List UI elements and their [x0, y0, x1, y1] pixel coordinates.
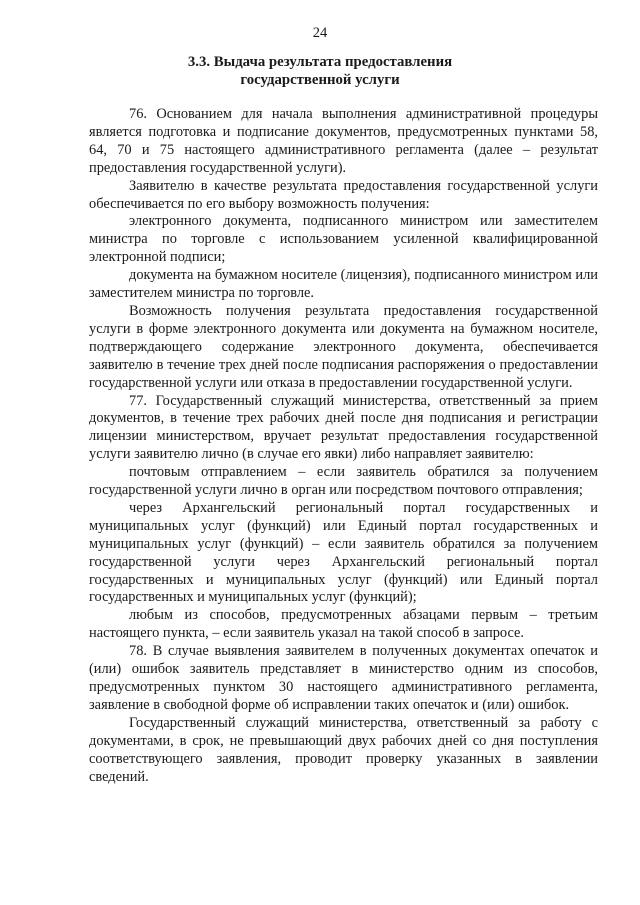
paragraph-76-intro: 76. Основанием для начала выполнения административной процедуры является подготовка и подписание документов, предусмотренных пунктами 58, 64, 70 и 75 настоящего административного регламента (далее – результат предоставления государственной услуги).	[89, 106, 598, 176]
section-title	[0, 53, 640, 89]
paragraph-result-options: Заявителю в качестве результата предоставления государственной услуги обеспечивается по его выбору возможность получения:	[89, 177, 598, 212]
paragraph-delivery-term: Возможность получения результата предоставления государственной услуги в форме электронного документа или документа на бумажном носителе, подтверждающего содержание электронного документа, обеспечивается заявителю в течение трех дней после подписания распоряжения о предоставлении государственной услуги или отказа в предоставлении государственной услуги.	[89, 302, 598, 391]
paragraph-verification: Государственный служащий министерства, ответственный за работу с документами, в срок, не превышающий двух рабочих дней со дня поступления соответствующего заявления, проводит проверку указанных в заявлении сведений.	[89, 714, 598, 785]
paragraph-portal-delivery: через Архангельский региональный портал государственных и муниципальных услуг (функций) или Единый портал государственных и муниципальных услуг (функций) – если заявитель обратился за получением государственной услуги через Архангельский региональный портал государственных и муниципальных услуг (функций) или Единый портал государственных и муниципальных услуг (функций);	[89, 499, 598, 606]
paragraph-77-intro: 77. Государственный служащий министерства, ответственный за прием документов, в течение трех рабочих дней после дня подписания и регистрации лицензии министерством, вручает результат предоставления государственной услуги заявителю лично (в случае его явки) либо направляет заявителю:	[89, 392, 598, 463]
paragraph-any-method: любым из способов, предусмотренных абзацами первым – третьим настоящего пункта, – если заявитель указал на такой способ в запросе.	[89, 607, 598, 642]
paragraph-electronic-document: электронного документа, подписанного министром или заместителем министра по торговле с использованием усиленной квалифицированной электронной подписи;	[89, 213, 598, 266]
paragraph-paper-document: документа на бумажном носителе (лицензия), подписанного министром или заместителем министра по торговле.	[89, 267, 598, 302]
paragraph-78-intro: 78. В случае выявления заявителем в полученных документах опечаток и (или) ошибок заявитель представляет в министерство одним из способов, предусмотренных пунктом 30 настоящего административного регламента, заявление в свободной форме об исправлении таких опечаток и (или) ошибок.	[89, 643, 598, 713]
section-title-line-2: государственной услуги	[240, 72, 400, 88]
paragraph-postal-delivery: почтовым отправлением – если заявитель обратился за получением государственной услуги лично в орган или посредством почтового отправления;	[89, 464, 598, 499]
section-title-line-1: 3.3. Выдача результата предоставления	[187, 54, 453, 70]
page-number: 24	[312, 25, 328, 41]
document-body	[89, 106, 598, 786]
